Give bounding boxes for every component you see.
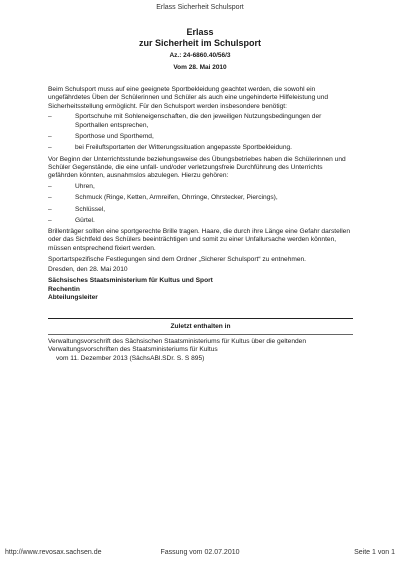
footer-version: Fassung vom 02.07.2010 [160, 549, 240, 556]
removed-items-list [48, 183, 353, 225]
list-item [48, 217, 353, 225]
zuletzt-line-1: Verwaltungsvorschrift des Sächsischen Staatsministeriums für Kultus über die geltenden [48, 338, 307, 345]
signature-name: Rechentin [48, 285, 80, 293]
list-item-text: Schlüssel, [75, 205, 106, 213]
footer-page-number: Seite 1 von 1 [354, 549, 395, 556]
before-lesson-paragraph: Vor Beginn der Unterrichtsstunde beziehungsweise des Übungsbetriebes haben die Schülerinnen und Schüler Gegenstände, die eine unfall- und/oder verletzungsfreie Durchführung des Unterrichts gefährden könnten, ausnahmslos abzulegen. Hierzu gehören: [48, 155, 346, 180]
place-date: Dresden, den 28. Mai 2010 [48, 266, 128, 274]
dash-bullet: – [48, 132, 52, 140]
signature-role: Abteilungsleiter [48, 293, 98, 301]
glasses-paragraph: Brillenträger sollten eine sportgerechte Brille tragen. Haare, die durch ihre Länge eine Gefahr darstellen oder das Sichtfeld des Schülers beeinträchtigen und somit zu einer Unfallursache werden könnten, müssen entsprechend fixiert werden. [48, 228, 351, 252]
list-item-text: Sporthose und Sporthemd, [75, 132, 154, 140]
list-item-text: Schmuck (Ringe, Ketten, Armreifen, Ohrringe, Ohrstecker, Piercings), [75, 194, 278, 202]
intro-paragraph: Beim Schulsport muss auf eine geeignete Sportbekleidung geachtet werden, die sowohl ein ungefährdetes Üben der Schülerinnen und Schüler als auch eine ungehinderte Hilfeleistung und Sicherheitsstellung ermöglicht. Für den Schulsport werden insbesondere benötigt: [48, 86, 329, 110]
reference-number: Az.: 24-6860.40/56/3 [169, 52, 231, 59]
footer-url-link[interactable]: http://www.revosax.sachsen.de [5, 549, 102, 556]
document-title: Erlass [186, 27, 214, 37]
dash-bullet: – [48, 205, 52, 213]
dash-bullet: – [48, 194, 52, 202]
list-item [48, 133, 353, 141]
zuletzt-line-3: vom 11. Dezember 2013 (SächsABl.SDr. S. S 895) [56, 354, 205, 362]
list-item [48, 144, 353, 152]
zuletzt-heading: Zuletzt enthalten in [170, 323, 231, 330]
dash-bullet: – [48, 216, 52, 224]
folder-note: Sportartspezifische Festlegungen sind dem Ordner „Sicherer Schulsport“ zu entnehmen. [48, 255, 307, 263]
section-divider [48, 318, 353, 319]
dash-bullet: – [48, 144, 52, 152]
zuletzt-line-2: Verwaltungsvorschriften des Staatsministeriums für Kultus [48, 346, 218, 354]
document-subtitle: zur Sicherheit im Schulsport [138, 38, 262, 48]
zuletzt-divider [48, 334, 353, 335]
running-header: Erlass Sicherheit Schulsport [156, 4, 244, 11]
issue-date: Vom 28. Mai 2010 [173, 64, 227, 71]
list-item-text: Sportschuhe mit Sohleneigenschaften, die den jeweiligen Nutzungsbedingungen der Sporthallen entsprechen, [75, 113, 322, 129]
list-item [48, 183, 353, 191]
list-item-text: Gürtel. [75, 216, 95, 224]
zuletzt-content [48, 338, 358, 363]
signature-ministry: Sächsisches Staatsministerium für Kultus und Sport [48, 277, 213, 285]
list-item-text: Uhren, [75, 182, 95, 190]
title-block [0, 27, 400, 72]
dash-bullet: – [48, 182, 52, 190]
list-item [48, 206, 353, 214]
list-item [48, 194, 353, 202]
list-item-text: bei Freiluftsportarten der Witterungssituation angepasste Sportbekleidung. [75, 144, 292, 152]
needed-items-list [48, 113, 353, 152]
list-item [48, 113, 353, 130]
dash-bullet: – [48, 113, 52, 121]
document-body [48, 86, 353, 302]
